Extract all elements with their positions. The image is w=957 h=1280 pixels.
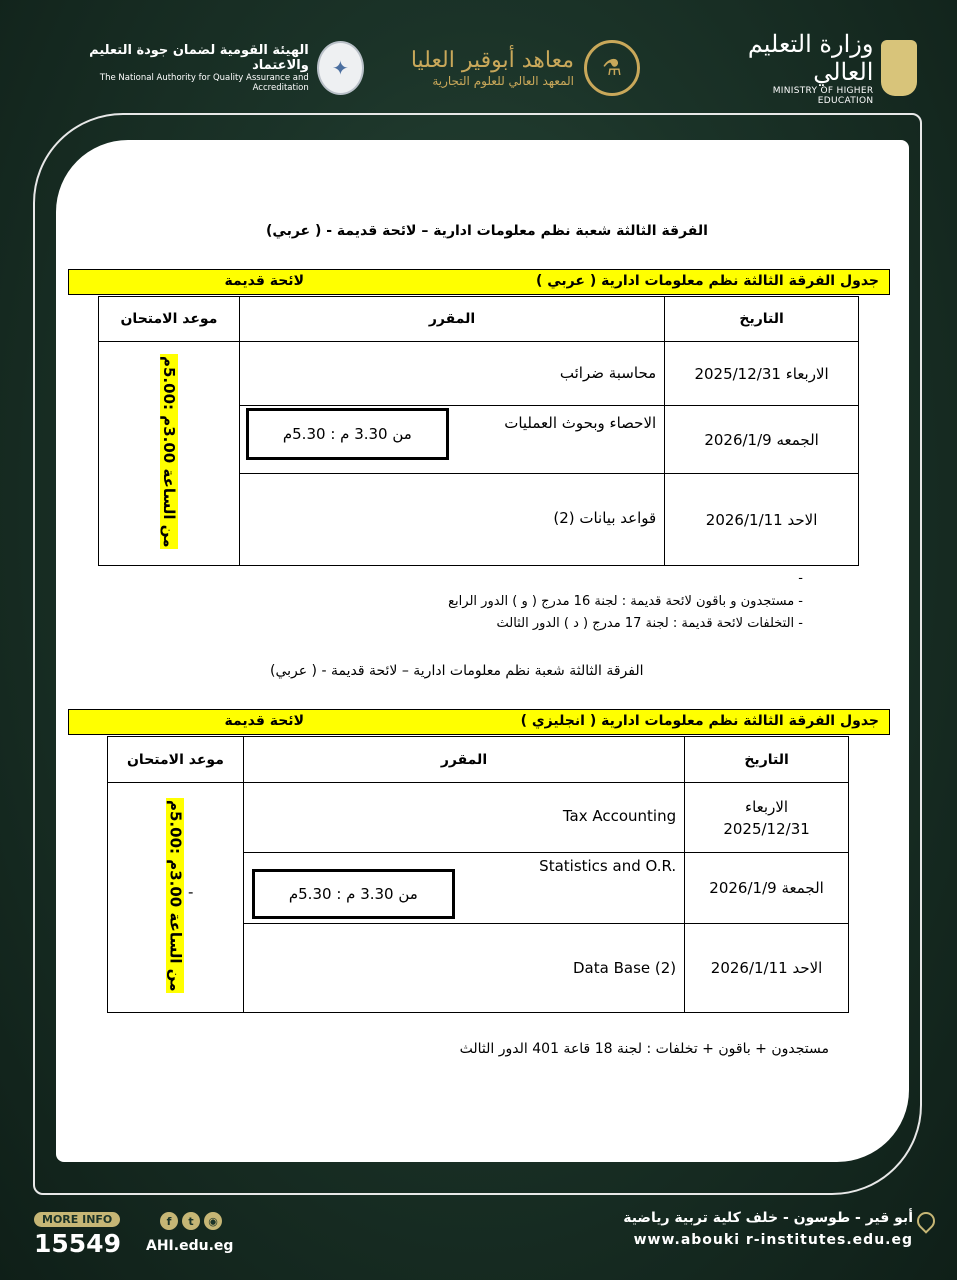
special-time-box: من 3.30 م : 5.30م bbox=[252, 869, 455, 919]
course-cell bbox=[243, 783, 684, 853]
date-day: الاربعاء bbox=[745, 797, 789, 816]
address-text: أبو قير - طوسون - خلف كلية تربية رياضية bbox=[623, 1210, 913, 1226]
header-course: المقرر bbox=[243, 737, 684, 783]
course-cell bbox=[239, 406, 664, 474]
special-time-box: من 3.30 م : 5.30م bbox=[246, 408, 449, 460]
section1-bar bbox=[68, 269, 890, 295]
website-url[interactable]: www.abouki r-institutes.edu.eg bbox=[633, 1232, 913, 1248]
naqaae-name-en: The National Authority for Quality Assurance and Accreditation bbox=[99, 73, 309, 93]
exam-time: من الساعة 3.00م :5.00م bbox=[166, 799, 185, 992]
instagram-icon[interactable]: ◉ bbox=[204, 1212, 222, 1230]
ministry-name-en: MINISTRY OF HIGHER EDUCATION bbox=[772, 86, 874, 106]
header-date: التاريخ bbox=[685, 737, 849, 783]
institute-subname: المعهد العالي للعلوم التجارية bbox=[432, 74, 574, 88]
institute-name: معاهد أبوقير العليا bbox=[410, 48, 574, 73]
course-cell bbox=[243, 853, 684, 924]
section2-note: مستجدون + باقون + تخلفات : لجنة 18 قاعة 401 الدور الثالث bbox=[459, 1041, 829, 1057]
date-cell bbox=[685, 783, 849, 853]
course-name: قواعد بيانات (2) bbox=[553, 509, 657, 527]
ministry-logo bbox=[717, 30, 917, 106]
location-pin-icon bbox=[913, 1208, 938, 1233]
institute-logo bbox=[385, 38, 640, 98]
note-line: - مستجدون و باقون لائحة قديمة : لجنة 16 مدرج ( و ) الدور الرابع bbox=[448, 594, 803, 609]
header-course: المقرر bbox=[239, 297, 664, 342]
header-date: التاريخ bbox=[665, 297, 859, 342]
site-link[interactable]: AHI.edu.eg bbox=[146, 1238, 234, 1254]
date-value: 2025/12/31 bbox=[723, 819, 810, 838]
course-name: Statistics and O.R. bbox=[539, 857, 677, 875]
section1-bar-regulation: لائحة قديمة bbox=[224, 273, 304, 289]
eagle-emblem-icon bbox=[881, 40, 917, 96]
course-name: Tax Accounting bbox=[562, 807, 677, 825]
header bbox=[0, 0, 957, 130]
course-name: الاحصاء وبحوث العمليات bbox=[504, 414, 657, 432]
naqaae-seal-icon: ✦ bbox=[317, 41, 364, 95]
note-line: - التخلفات لائحة قديمة : لجنة 17 مدرج ( د ) الدور الثالث bbox=[496, 616, 803, 631]
course-cell bbox=[239, 342, 664, 406]
more-info-badge: MORE INFO bbox=[34, 1212, 120, 1227]
dash-mark: - bbox=[188, 883, 194, 901]
institute-seal-icon: ⚗ bbox=[584, 40, 640, 96]
footer-address bbox=[623, 1210, 913, 1248]
section1-table bbox=[98, 296, 859, 566]
twitter-icon[interactable]: t bbox=[182, 1212, 200, 1230]
course-name: محاسبة ضرائب bbox=[559, 364, 657, 382]
footer-contact bbox=[34, 1208, 121, 1258]
date-cell: الاحد 2026/1/11 bbox=[685, 924, 849, 1013]
course-cell bbox=[243, 924, 684, 1013]
section2-bar-regulation: لائحة قديمة bbox=[224, 713, 304, 729]
header-time: موعد الامتحان bbox=[99, 297, 240, 342]
facebook-icon[interactable]: f bbox=[160, 1212, 178, 1230]
exam-time-cell bbox=[99, 342, 240, 566]
exam-time-cell bbox=[108, 783, 244, 1013]
date-cell: الجمعة 2026/1/9 bbox=[685, 853, 849, 924]
course-cell bbox=[239, 474, 664, 566]
date-cell: الاحد 2026/1/11 bbox=[665, 474, 859, 566]
section1-title: الفرقة الثالثة شعبة نظم معلومات ادارية – لائحة قديمة - ( عربي) bbox=[266, 223, 708, 239]
date-cell: الاربعاء 2025/12/31 bbox=[665, 342, 859, 406]
section2-bar bbox=[68, 709, 890, 735]
hotline-number[interactable]: 15549 bbox=[34, 1229, 121, 1258]
section2-table bbox=[107, 736, 849, 1013]
course-name: Data Base (2) bbox=[573, 959, 677, 977]
date-cell: الجمعه 2026/1/9 bbox=[665, 406, 859, 474]
social-links bbox=[160, 1212, 222, 1230]
header-time: موعد الامتحان bbox=[108, 737, 244, 783]
section2-bar-title: جدول الفرقة الثالثة نظم معلومات ادارية ( انجليزي ) bbox=[520, 713, 879, 729]
section2-title: الفرقة الثالثة شعبة نظم معلومات ادارية – لائحة قديمة - ( عربي) bbox=[270, 663, 644, 679]
note-line: - bbox=[798, 571, 803, 586]
ministry-name-ar: وزارة التعليم العالي bbox=[747, 30, 874, 86]
naqaae-logo bbox=[66, 38, 364, 98]
naqaae-name-ar: الهيئة القومية لضمان جودة التعليم والاعتماد bbox=[89, 43, 309, 73]
section1-bar-title: جدول الفرقة الثالثة نظم معلومات ادارية ( عربي ) bbox=[535, 273, 879, 289]
exam-time: من الساعة 3.00م :5.00م bbox=[159, 355, 178, 548]
